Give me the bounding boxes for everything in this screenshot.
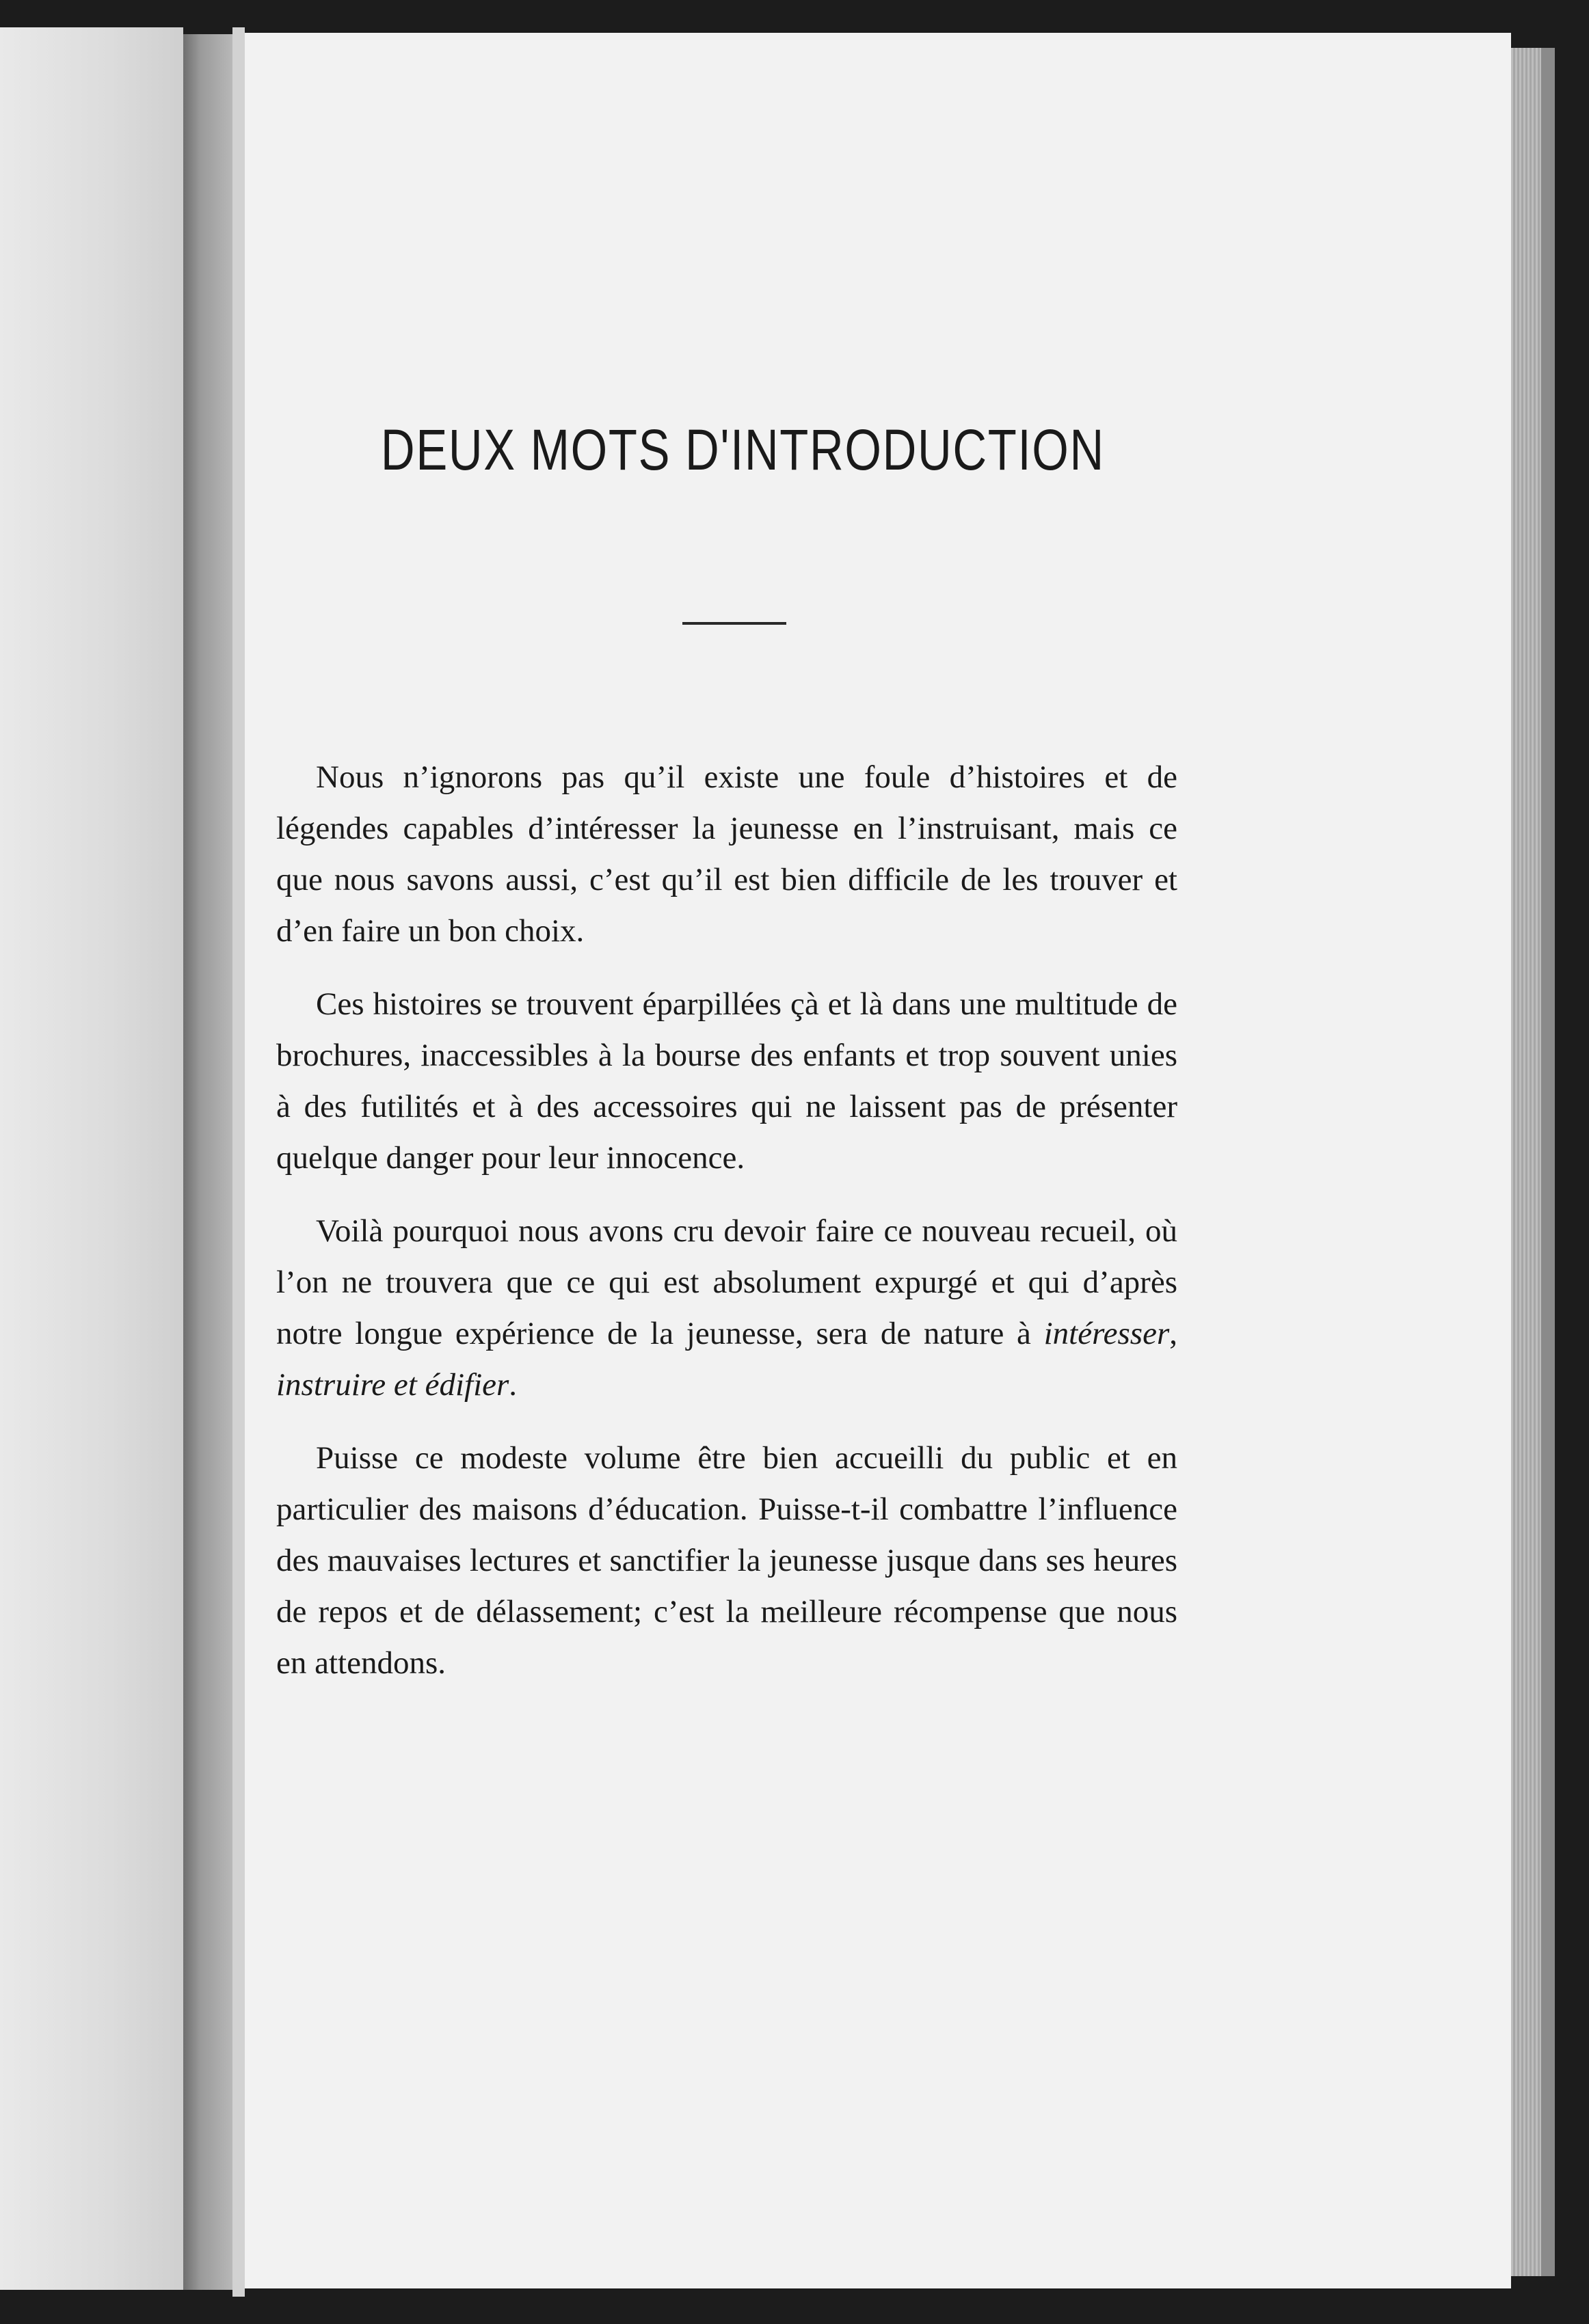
paragraph-3-text: Voilà pourquoi nous avons cru devoir faire ce nouveau recueil, où l’on ne trouvera que ce qui est absolument expurgé et qui d’après notre longue expérience de la jeunesse, sera de nature à (276, 1213, 1177, 1351)
paragraph-3 (276, 1206, 1177, 1411)
italic-word-instruire: instruire (276, 1367, 386, 1403)
paragraph-1: Nous n’ignorons pas qu’il existe une foule d’histoires et de légendes capables d’intéresser la jeunesse en l’instruisant, mais ce que nous savons aussi, c’est qu’il est bien difficile de les trouver et d’en faire un bon choix. (276, 759, 1177, 949)
italic-word-interesser: intéresser (1043, 1316, 1170, 1351)
cover-edge (1541, 48, 1555, 2276)
body-text (276, 752, 1177, 1711)
italic-separator-1: , (1169, 1316, 1177, 1351)
italic-word-edifier: et édifier (393, 1367, 509, 1403)
paragraph-3-end: . (509, 1367, 518, 1403)
page-heading: DEUX MOTS D'INTRODUCTION (380, 418, 1105, 482)
page-stack-edge (1511, 48, 1541, 2276)
binding-shadow (183, 34, 232, 2290)
heading-divider (682, 622, 786, 625)
italic-separator-2 (386, 1367, 394, 1403)
paragraph-2: Ces histoires se trouvent éparpillées çà et là dans une multitude de brochures, inaccessibles à la bourse des enfants et trop souvent unies à des futilités et à des accessoires qui ne laissent pas de présenter quelque danger pour leur innocence. (276, 986, 1177, 1176)
facing-page-edge (0, 27, 183, 2290)
book-gutter (232, 27, 245, 2297)
paragraph-4: Puisse ce modeste volume être bien accueilli du public et en particulier des maisons d’éducation. Puisse-t-il combattre l’influence des mauvaises lectures et sanctifier la jeunesse jusque dans ses heures de repos et de délassement; c’est la meilleure récompense que nous en attendons. (276, 1440, 1177, 1681)
